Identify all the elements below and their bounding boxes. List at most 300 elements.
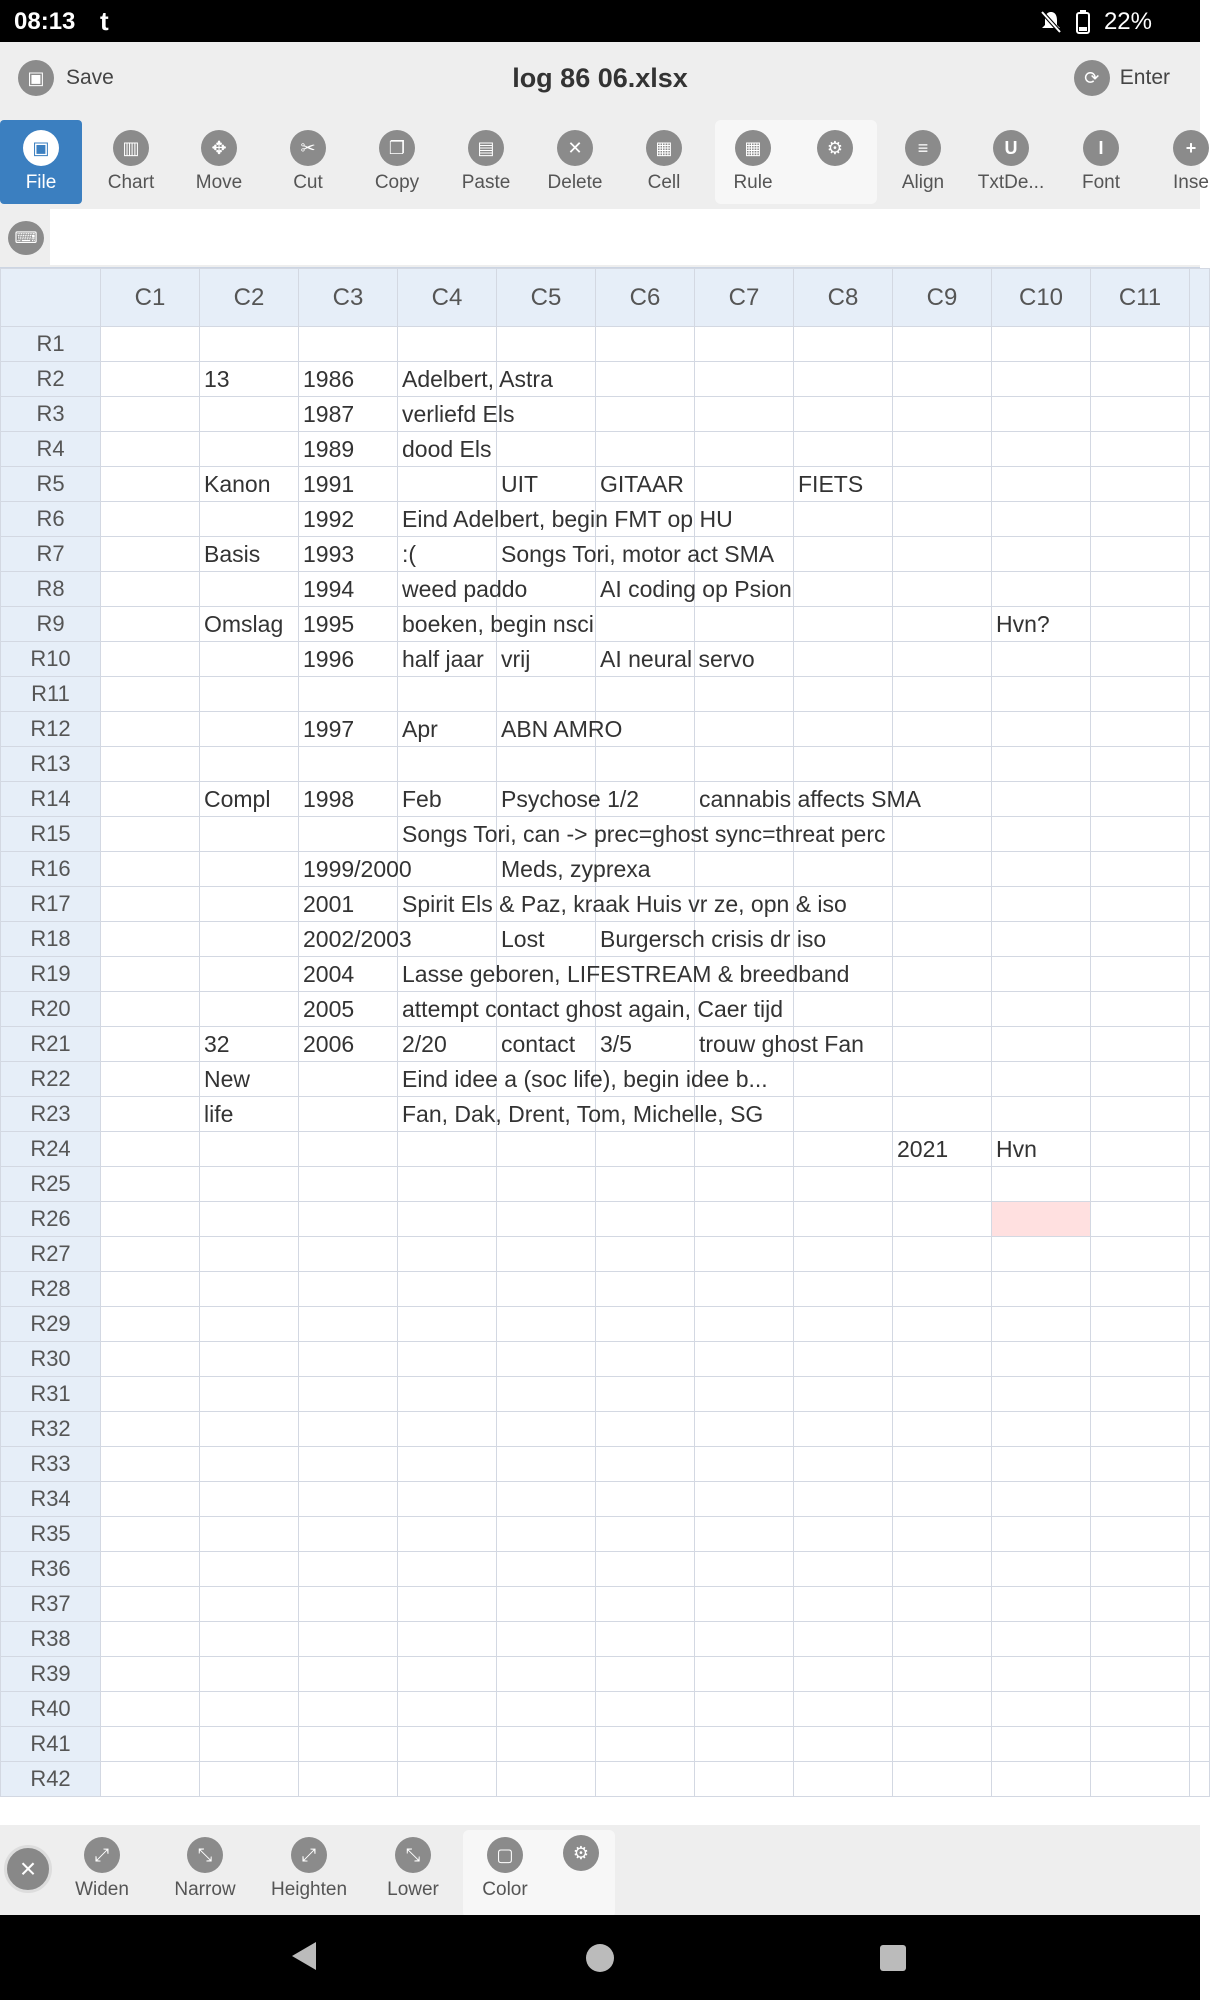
- row-header[interactable]: R4: [1, 432, 101, 467]
- cell[interactable]: [497, 1237, 596, 1272]
- cell[interactable]: [695, 1552, 794, 1587]
- cell[interactable]: [398, 1762, 497, 1797]
- cell[interactable]: [398, 397, 515, 432]
- cell[interactable]: [596, 1167, 695, 1202]
- cell[interactable]: [992, 1272, 1091, 1307]
- cell[interactable]: [101, 1762, 200, 1797]
- row-header[interactable]: R1: [1, 327, 101, 362]
- row-header[interactable]: R34: [1, 1482, 101, 1517]
- cell[interactable]: [1190, 887, 1210, 922]
- cell[interactable]: [1091, 467, 1190, 502]
- cell[interactable]: [497, 1412, 596, 1447]
- cell[interactable]: [398, 1517, 497, 1552]
- cell[interactable]: [299, 817, 398, 852]
- cell[interactable]: [398, 1657, 497, 1692]
- cell[interactable]: [200, 1587, 299, 1622]
- cell[interactable]: [1091, 1377, 1190, 1412]
- cell[interactable]: [1190, 817, 1210, 852]
- cell[interactable]: [596, 747, 695, 782]
- cell[interactable]: [893, 957, 992, 992]
- formula-input[interactable]: [50, 209, 1200, 265]
- cell[interactable]: [1190, 1097, 1210, 1132]
- cell[interactable]: [794, 397, 893, 432]
- cell[interactable]: [794, 502, 893, 537]
- column-header[interactable]: C11: [1091, 269, 1190, 327]
- cell[interactable]: [596, 1412, 695, 1447]
- cell[interactable]: [1091, 572, 1190, 607]
- cell[interactable]: [596, 607, 695, 642]
- toolbar-copy-button[interactable]: [356, 120, 438, 204]
- cell[interactable]: [992, 642, 1091, 677]
- cell[interactable]: [695, 1132, 794, 1167]
- column-header[interactable]: C6: [596, 269, 695, 327]
- cell[interactable]: [398, 887, 847, 922]
- row-header[interactable]: R35: [1, 1517, 101, 1552]
- cell[interactable]: [497, 1657, 596, 1692]
- cell[interactable]: [1190, 852, 1210, 887]
- cell[interactable]: [200, 1657, 299, 1692]
- cell[interactable]: [1091, 747, 1190, 782]
- cell[interactable]: [695, 327, 794, 362]
- cell[interactable]: [794, 1482, 893, 1517]
- cell[interactable]: [299, 1167, 398, 1202]
- cell[interactable]: [200, 1132, 299, 1167]
- home-icon[interactable]: [586, 1944, 614, 1972]
- cell[interactable]: [101, 1307, 200, 1342]
- cell[interactable]: [101, 1727, 200, 1762]
- row-header[interactable]: R13: [1, 747, 101, 782]
- row-header[interactable]: R36: [1, 1552, 101, 1587]
- cell[interactable]: [1091, 887, 1190, 922]
- cell[interactable]: [596, 1342, 695, 1377]
- cell[interactable]: [794, 537, 893, 572]
- cell[interactable]: [398, 327, 497, 362]
- cell[interactable]: [299, 747, 398, 782]
- cell[interactable]: [695, 1517, 794, 1552]
- cell[interactable]: [1091, 1342, 1190, 1377]
- cell[interactable]: [299, 712, 398, 747]
- cell[interactable]: [200, 1692, 299, 1727]
- row-header[interactable]: R7: [1, 537, 101, 572]
- cell[interactable]: [200, 327, 299, 362]
- cell[interactable]: [101, 1482, 200, 1517]
- column-header[interactable]: C3: [299, 269, 398, 327]
- cell[interactable]: [101, 852, 200, 887]
- cell[interactable]: [200, 1272, 299, 1307]
- cell[interactable]: [596, 1132, 695, 1167]
- cell[interactable]: [1190, 1622, 1210, 1657]
- row-header[interactable]: R26: [1, 1202, 101, 1237]
- cell[interactable]: [1091, 1692, 1190, 1727]
- toolbar-chart-button[interactable]: [90, 120, 172, 204]
- cell[interactable]: [695, 1622, 794, 1657]
- cell[interactable]: [398, 922, 497, 957]
- cell[interactable]: [398, 1132, 497, 1167]
- cell[interactable]: [497, 1727, 596, 1762]
- cell[interactable]: [893, 1552, 992, 1587]
- column-header[interactable]: C9: [893, 269, 992, 327]
- cell[interactable]: [596, 677, 695, 712]
- cell[interactable]: [695, 1237, 794, 1272]
- cell[interactable]: [1190, 1027, 1210, 1062]
- cell[interactable]: [992, 1552, 1091, 1587]
- cell[interactable]: [200, 1097, 299, 1132]
- cell[interactable]: [101, 607, 200, 642]
- cell[interactable]: [398, 1307, 497, 1342]
- cell[interactable]: [1091, 1762, 1190, 1797]
- cell[interactable]: [398, 1692, 497, 1727]
- cell[interactable]: [893, 817, 992, 852]
- cell[interactable]: [992, 1447, 1091, 1482]
- toolbar-file-button[interactable]: [0, 120, 82, 204]
- cell[interactable]: [695, 1307, 794, 1342]
- cell[interactable]: [101, 537, 200, 572]
- back-icon[interactable]: [292, 1942, 316, 1970]
- cell[interactable]: [596, 1727, 695, 1762]
- cell[interactable]: [893, 1202, 992, 1237]
- cell[interactable]: [596, 397, 695, 432]
- cell[interactable]: [1190, 1167, 1210, 1202]
- cell[interactable]: [398, 1272, 497, 1307]
- cell[interactable]: [497, 1762, 596, 1797]
- cell[interactable]: [1091, 1447, 1190, 1482]
- cell[interactable]: [497, 852, 651, 887]
- cell[interactable]: [497, 642, 596, 677]
- cell[interactable]: [893, 677, 992, 712]
- cell[interactable]: [497, 1377, 596, 1412]
- cell[interactable]: [596, 1377, 695, 1412]
- cell[interactable]: [893, 537, 992, 572]
- cell[interactable]: [992, 992, 1091, 1027]
- cell[interactable]: [1190, 1307, 1210, 1342]
- cell[interactable]: [200, 1202, 299, 1237]
- row-header[interactable]: R42: [1, 1762, 101, 1797]
- row-header[interactable]: R20: [1, 992, 101, 1027]
- cell[interactable]: [1091, 327, 1190, 362]
- cell[interactable]: [497, 1482, 596, 1517]
- row-header[interactable]: R22: [1, 1062, 101, 1097]
- cell[interactable]: [398, 1202, 497, 1237]
- cell[interactable]: [299, 1552, 398, 1587]
- cell[interactable]: [1091, 1517, 1190, 1552]
- toolbar-align-button[interactable]: [882, 120, 964, 204]
- cell[interactable]: [893, 887, 992, 922]
- cell[interactable]: [1091, 677, 1190, 712]
- cell[interactable]: [893, 712, 992, 747]
- cell[interactable]: [299, 1027, 398, 1062]
- cell[interactable]: [299, 1237, 398, 1272]
- cell[interactable]: [398, 537, 497, 572]
- cell[interactable]: [893, 1657, 992, 1692]
- cell[interactable]: [893, 642, 992, 677]
- cell[interactable]: [398, 677, 497, 712]
- cell[interactable]: [695, 1587, 794, 1622]
- cell[interactable]: [1091, 1587, 1190, 1622]
- cell[interactable]: [200, 1482, 299, 1517]
- cell[interactable]: [1190, 712, 1210, 747]
- cell[interactable]: [101, 1202, 200, 1237]
- cell[interactable]: [992, 1202, 1091, 1237]
- cell[interactable]: [992, 887, 1091, 922]
- cell[interactable]: [992, 1062, 1091, 1097]
- cell[interactable]: [893, 1587, 992, 1622]
- cell[interactable]: [992, 1412, 1091, 1447]
- cell[interactable]: [101, 1412, 200, 1447]
- cell[interactable]: [497, 537, 775, 572]
- cell[interactable]: [893, 432, 992, 467]
- cell[interactable]: [893, 1482, 992, 1517]
- cell[interactable]: [695, 1762, 794, 1797]
- cell[interactable]: [1091, 992, 1190, 1027]
- cell[interactable]: [398, 1482, 497, 1517]
- cell[interactable]: [893, 327, 992, 362]
- cell[interactable]: [1190, 607, 1210, 642]
- row-header[interactable]: R11: [1, 677, 101, 712]
- cell[interactable]: [398, 1167, 497, 1202]
- cell[interactable]: [695, 1692, 794, 1727]
- cell[interactable]: [398, 747, 497, 782]
- row-header[interactable]: R32: [1, 1412, 101, 1447]
- row-header[interactable]: R29: [1, 1307, 101, 1342]
- cell[interactable]: [101, 712, 200, 747]
- cell[interactable]: [794, 1132, 893, 1167]
- cell[interactable]: [695, 1482, 794, 1517]
- cell[interactable]: [596, 642, 755, 677]
- cell[interactable]: [794, 467, 893, 502]
- cell[interactable]: [596, 1552, 695, 1587]
- cell[interactable]: [596, 1272, 695, 1307]
- cell[interactable]: [101, 1552, 200, 1587]
- cell[interactable]: [200, 607, 299, 642]
- cell[interactable]: [1190, 1132, 1210, 1167]
- cell[interactable]: [200, 1447, 299, 1482]
- column-header[interactable]: C4: [398, 269, 497, 327]
- cell[interactable]: [200, 1342, 299, 1377]
- toolbar-txtde-button[interactable]: [970, 120, 1052, 204]
- column-header[interactable]: C10: [992, 269, 1091, 327]
- cell[interactable]: [992, 1727, 1091, 1762]
- cell[interactable]: [200, 432, 299, 467]
- cell[interactable]: [398, 1552, 497, 1587]
- cell[interactable]: [1190, 1517, 1210, 1552]
- row-header[interactable]: R41: [1, 1727, 101, 1762]
- cell[interactable]: [497, 1447, 596, 1482]
- cell[interactable]: [893, 362, 992, 397]
- cell[interactable]: [596, 1622, 695, 1657]
- cell[interactable]: [992, 537, 1091, 572]
- cell[interactable]: [200, 1062, 299, 1097]
- cell[interactable]: [992, 1622, 1091, 1657]
- cell[interactable]: [1091, 1622, 1190, 1657]
- toolbar-rule-button[interactable]: [712, 120, 794, 204]
- cell[interactable]: [893, 852, 992, 887]
- cell[interactable]: [1190, 572, 1210, 607]
- cell[interactable]: [200, 1167, 299, 1202]
- cell[interactable]: [992, 432, 1091, 467]
- cell[interactable]: [893, 1447, 992, 1482]
- cell[interactable]: [299, 1202, 398, 1237]
- cell[interactable]: [1190, 677, 1210, 712]
- cell[interactable]: [794, 1762, 893, 1797]
- cell[interactable]: [299, 1762, 398, 1797]
- cell[interactable]: [1091, 1167, 1190, 1202]
- cell[interactable]: [101, 677, 200, 712]
- cell[interactable]: [992, 782, 1091, 817]
- cell[interactable]: [992, 467, 1091, 502]
- cell[interactable]: [992, 1657, 1091, 1692]
- cell[interactable]: [596, 922, 827, 957]
- cell[interactable]: [101, 1167, 200, 1202]
- cell[interactable]: [101, 642, 200, 677]
- cell[interactable]: [596, 362, 695, 397]
- cell[interactable]: [992, 607, 1091, 642]
- cell[interactable]: [1190, 1727, 1210, 1762]
- toolbar-font-button[interactable]: [1060, 120, 1142, 204]
- cell[interactable]: [1190, 1552, 1210, 1587]
- cell[interactable]: [398, 572, 528, 607]
- cell[interactable]: [992, 362, 1091, 397]
- cell[interactable]: [596, 1027, 695, 1062]
- cell[interactable]: [497, 1622, 596, 1657]
- cell[interactable]: [893, 1727, 992, 1762]
- cell[interactable]: [794, 852, 893, 887]
- cell[interactable]: [200, 712, 299, 747]
- cell[interactable]: [893, 922, 992, 957]
- cell[interactable]: [299, 1482, 398, 1517]
- cell[interactable]: [596, 1202, 695, 1237]
- cell[interactable]: [794, 747, 893, 782]
- cell[interactable]: [893, 1412, 992, 1447]
- cell[interactable]: [101, 1097, 200, 1132]
- bottom-heighten-button[interactable]: [261, 1837, 357, 1901]
- cell[interactable]: [299, 362, 398, 397]
- cell[interactable]: [794, 432, 893, 467]
- cell[interactable]: [1091, 432, 1190, 467]
- cell[interactable]: [992, 327, 1091, 362]
- bottom-settings-button[interactable]: [533, 1835, 629, 1871]
- cell[interactable]: [200, 1552, 299, 1587]
- cell[interactable]: [1091, 537, 1190, 572]
- cell[interactable]: [299, 1097, 398, 1132]
- cell[interactable]: [893, 1167, 992, 1202]
- cell[interactable]: [992, 397, 1091, 432]
- cell[interactable]: [794, 642, 893, 677]
- column-header[interactable]: C1: [101, 269, 200, 327]
- cell[interactable]: [1091, 1237, 1190, 1272]
- cell[interactable]: [695, 1727, 794, 1762]
- cell[interactable]: [101, 1692, 200, 1727]
- cell[interactable]: [200, 957, 299, 992]
- cell[interactable]: [101, 887, 200, 922]
- cell[interactable]: [1190, 1237, 1210, 1272]
- cell[interactable]: [1091, 957, 1190, 992]
- cell[interactable]: [893, 397, 992, 432]
- cell[interactable]: [1091, 852, 1190, 887]
- cell[interactable]: [200, 1377, 299, 1412]
- cell[interactable]: [695, 607, 794, 642]
- cell[interactable]: [299, 1517, 398, 1552]
- cell[interactable]: [794, 1657, 893, 1692]
- cell[interactable]: [299, 502, 398, 537]
- cell[interactable]: [596, 1482, 695, 1517]
- corner-cell[interactable]: [1, 269, 101, 327]
- cell[interactable]: [794, 607, 893, 642]
- cell[interactable]: [1091, 1727, 1190, 1762]
- cell[interactable]: [299, 957, 398, 992]
- row-header[interactable]: R30: [1, 1342, 101, 1377]
- cell[interactable]: [893, 1027, 992, 1062]
- cell[interactable]: [893, 1377, 992, 1412]
- cell[interactable]: [794, 1237, 893, 1272]
- cell[interactable]: [398, 1097, 764, 1132]
- cell[interactable]: [299, 1132, 398, 1167]
- cell[interactable]: [992, 677, 1091, 712]
- row-header[interactable]: R17: [1, 887, 101, 922]
- cell[interactable]: [101, 922, 200, 957]
- cell[interactable]: [695, 782, 922, 817]
- cell[interactable]: [1190, 1377, 1210, 1412]
- row-header[interactable]: R3: [1, 397, 101, 432]
- row-header[interactable]: R9: [1, 607, 101, 642]
- row-header[interactable]: R10: [1, 642, 101, 677]
- cell[interactable]: [1190, 922, 1210, 957]
- cell[interactable]: [398, 1062, 768, 1097]
- toolbar-inse-button[interactable]: [1150, 120, 1232, 204]
- cell[interactable]: [398, 992, 783, 1027]
- cell[interactable]: [794, 1097, 893, 1132]
- row-header[interactable]: R33: [1, 1447, 101, 1482]
- cell[interactable]: [992, 957, 1091, 992]
- toolbar-cut-button[interactable]: [267, 120, 349, 204]
- cell[interactable]: [398, 1027, 497, 1062]
- cell[interactable]: [1091, 1482, 1190, 1517]
- cell[interactable]: [992, 1132, 1091, 1167]
- cell[interactable]: [695, 712, 794, 747]
- row-header[interactable]: R18: [1, 922, 101, 957]
- row-header[interactable]: R28: [1, 1272, 101, 1307]
- cell[interactable]: [794, 992, 893, 1027]
- cell[interactable]: [200, 887, 299, 922]
- cell[interactable]: [794, 1727, 893, 1762]
- cell[interactable]: [1190, 642, 1210, 677]
- cell[interactable]: [299, 1622, 398, 1657]
- cell[interactable]: [893, 1237, 992, 1272]
- cell[interactable]: [299, 537, 398, 572]
- cell[interactable]: [497, 712, 623, 747]
- cell[interactable]: [794, 1307, 893, 1342]
- cell[interactable]: [497, 1342, 596, 1377]
- cell[interactable]: [101, 397, 200, 432]
- enter-button[interactable]: [1074, 60, 1170, 96]
- cell[interactable]: [398, 467, 497, 502]
- cell[interactable]: [1091, 362, 1190, 397]
- cell[interactable]: [893, 1062, 992, 1097]
- cell[interactable]: [1190, 747, 1210, 782]
- cell[interactable]: [200, 467, 299, 502]
- cell[interactable]: [695, 1657, 794, 1692]
- cell[interactable]: [101, 467, 200, 502]
- cell[interactable]: [101, 817, 200, 852]
- cell[interactable]: [101, 1237, 200, 1272]
- cell[interactable]: [992, 1762, 1091, 1797]
- cell[interactable]: [794, 1167, 893, 1202]
- cell[interactable]: [299, 1447, 398, 1482]
- cell[interactable]: [1091, 607, 1190, 642]
- cell[interactable]: [299, 1307, 398, 1342]
- cell[interactable]: [992, 1517, 1091, 1552]
- cell[interactable]: [200, 1237, 299, 1272]
- cell[interactable]: [101, 992, 200, 1027]
